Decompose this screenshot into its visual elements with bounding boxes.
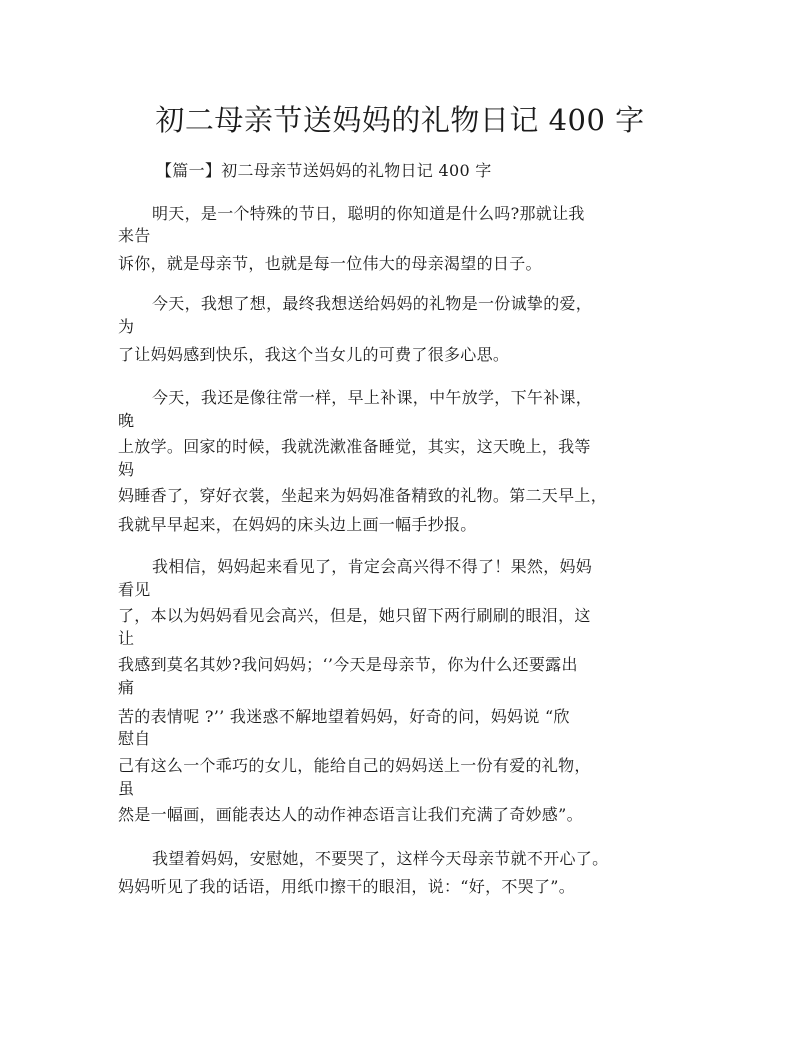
text-line: 妈妈听见了我的话语，用纸巾擦干的眼泪，说：“好，不哭了”。 bbox=[118, 877, 576, 896]
text-line: 我相信，妈妈起来看见了，肯定会高兴得不得了！果然，妈妈 bbox=[152, 557, 593, 576]
text-line: 然是一幅画，画能表达人的动作神态语言让我们充满了奇妙感”。 bbox=[118, 805, 583, 824]
text-line: 我就早早起来，在妈妈的床头边上画一幅手抄报。 bbox=[118, 515, 477, 534]
text-line: 慰自 bbox=[118, 729, 151, 748]
section-heading: 【篇一】初二母亲节送妈妈的礼物日记 400 字 bbox=[156, 161, 492, 180]
text-line: 苦的表情呢 ?’’ 我迷惑不解地望着妈妈，好奇的问，妈妈说 “欣 bbox=[118, 707, 570, 726]
text-line: 让 bbox=[118, 629, 135, 648]
text-line: 诉你，就是母亲节，也就是每一位伟大的母亲渴望的日子。 bbox=[118, 254, 542, 273]
text-line: 今天，我想了想，最终我想送给妈妈的礼物是一份诚挚的爱， bbox=[152, 294, 593, 313]
text-line: 虽 bbox=[118, 779, 135, 798]
document-title: 初二母亲节送妈妈的礼物日记 400 字 bbox=[155, 103, 645, 137]
text-line: 了，本以为妈妈看见会高兴，但是，她只留下两行刷刷的眼泪，这 bbox=[118, 606, 591, 625]
text-line: 我望着妈妈，安慰她，不要哭了，这样今天母亲节就不开心了。 bbox=[152, 849, 609, 868]
text-line: 看见 bbox=[118, 580, 151, 599]
text-line: 妈 bbox=[118, 460, 135, 479]
text-line: 痛 bbox=[118, 678, 135, 697]
text-line: 上放学。回家的时候，我就洗漱准备睡觉，其实，这天晚上，我等 bbox=[118, 437, 591, 456]
text-line: 明天，是一个特殊的节日，聪明的你知道是什么吗?那就让我 bbox=[152, 204, 585, 223]
text-line: 晚 bbox=[118, 411, 135, 430]
text-line: 我感到莫名其妙?我问妈妈；‘’今天是母亲节，你为什么还要露出 bbox=[118, 655, 578, 674]
text-line: 来告 bbox=[118, 226, 151, 245]
text-line: 为 bbox=[118, 317, 135, 336]
text-line: 己有这么一个乖巧的女儿，能给自己的妈妈送上一份有爱的礼物， bbox=[118, 756, 591, 775]
text-line: 今天，我还是像往常一样，早上补课，中午放学，下午补课， bbox=[152, 388, 593, 407]
text-line: 妈睡香了，穿好衣裳，坐起来为妈妈准备精致的礼物。第二天早上， bbox=[118, 486, 608, 505]
text-line: 了让妈妈感到快乐，我这个当女儿的可费了很多心思。 bbox=[118, 345, 510, 364]
